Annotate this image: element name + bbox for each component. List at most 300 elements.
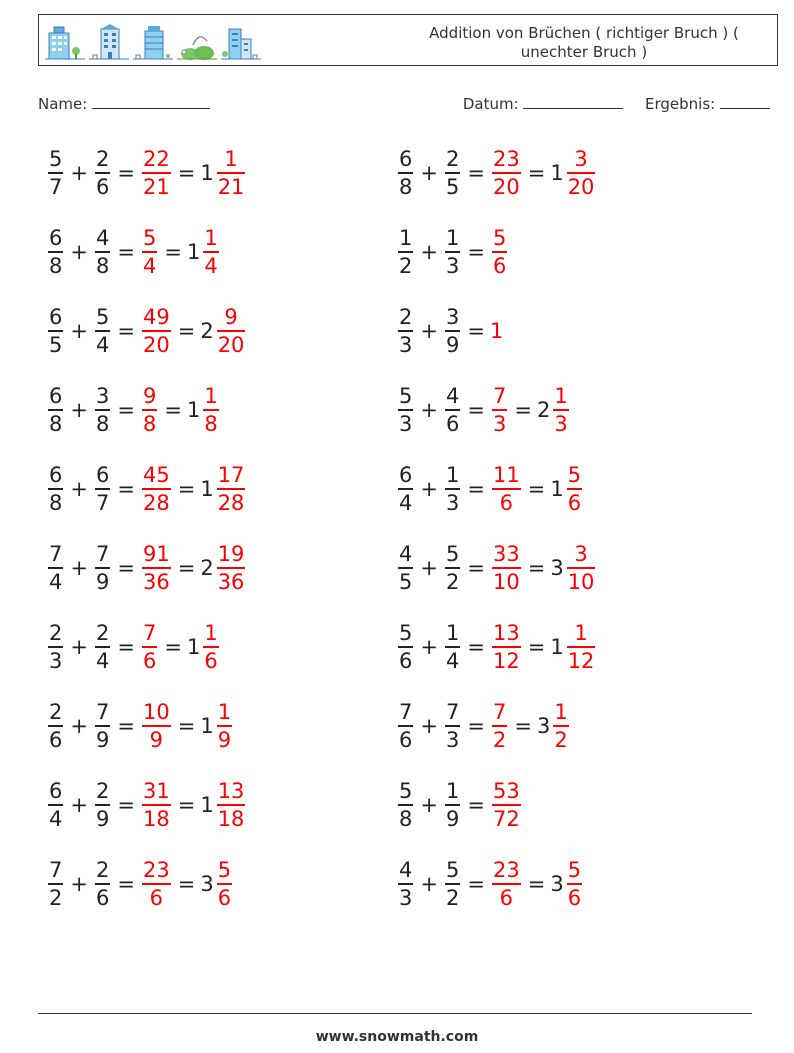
denominator: 72 bbox=[492, 807, 520, 831]
numerator: 1 bbox=[445, 621, 460, 645]
numerator: 1 bbox=[204, 226, 218, 250]
equals-sign: = bbox=[117, 240, 135, 264]
result-fraction bbox=[142, 383, 157, 437]
denominator: 8 bbox=[95, 412, 110, 436]
addend-fraction bbox=[95, 699, 110, 753]
equals-sign: = bbox=[177, 161, 196, 185]
problem-item bbox=[46, 696, 234, 756]
result-fraction bbox=[142, 304, 171, 358]
denominator: 8 bbox=[95, 254, 110, 278]
answer bbox=[140, 857, 173, 911]
denominator: 9 bbox=[445, 807, 460, 831]
result-fraction bbox=[492, 146, 521, 200]
addend-fraction bbox=[398, 304, 413, 358]
addend-fraction bbox=[398, 857, 413, 911]
numerator: 5 bbox=[399, 779, 413, 803]
denominator: 9 bbox=[149, 728, 164, 752]
numerator: 1 bbox=[445, 463, 460, 487]
numerator: 1 bbox=[554, 384, 568, 408]
date-line[interactable] bbox=[523, 94, 623, 109]
equals-sign: = bbox=[177, 714, 196, 738]
addend-fraction bbox=[48, 699, 63, 753]
numerator: 33 bbox=[492, 542, 520, 566]
logo-row bbox=[45, 21, 261, 61]
denominator: 4 bbox=[204, 254, 218, 278]
numerator: 1 bbox=[554, 700, 568, 724]
result-label: Ergebnis: bbox=[645, 95, 716, 113]
numerator: 6 bbox=[49, 463, 63, 487]
mixed-whole: 1 bbox=[200, 714, 214, 738]
numerator: 4 bbox=[445, 384, 460, 408]
mixed-fraction bbox=[217, 541, 246, 595]
mixed-whole: 1 bbox=[550, 161, 564, 185]
answer bbox=[140, 541, 173, 595]
answer bbox=[140, 304, 173, 358]
mixed-fraction bbox=[567, 541, 596, 595]
addend-fraction bbox=[48, 620, 63, 674]
name-field bbox=[38, 94, 210, 113]
denominator: 6 bbox=[217, 886, 232, 910]
denominator: 4 bbox=[49, 807, 63, 831]
denominator: 3 bbox=[554, 412, 568, 436]
result-fraction bbox=[142, 857, 171, 911]
addend-fraction bbox=[95, 620, 110, 674]
problem-item bbox=[46, 459, 247, 519]
header-box bbox=[38, 14, 778, 66]
denominator: 12 bbox=[492, 649, 520, 673]
result-fraction bbox=[492, 462, 521, 516]
problem-item bbox=[396, 143, 597, 203]
denominator: 3 bbox=[445, 491, 460, 515]
numerator: 2 bbox=[445, 147, 460, 171]
problem-item bbox=[396, 380, 571, 440]
mixed-fraction bbox=[217, 699, 232, 753]
result-fraction bbox=[492, 225, 507, 279]
addend-fraction bbox=[95, 541, 110, 595]
mixed-number bbox=[200, 146, 247, 200]
office-building-icon bbox=[89, 23, 129, 61]
plus-sign: + bbox=[420, 872, 438, 896]
numerator: 1 bbox=[224, 147, 238, 171]
denominator: 4 bbox=[95, 333, 110, 357]
problem-item bbox=[46, 143, 247, 203]
answer bbox=[490, 383, 509, 437]
plus-sign: + bbox=[420, 161, 438, 185]
plus-sign: + bbox=[420, 714, 438, 738]
result-fraction bbox=[492, 383, 507, 437]
denominator: 7 bbox=[49, 175, 63, 199]
numerator: 3 bbox=[445, 305, 460, 329]
addend-fraction bbox=[48, 225, 63, 279]
numerator: 2 bbox=[95, 779, 110, 803]
answer bbox=[490, 620, 523, 674]
mixed-fraction bbox=[217, 304, 246, 358]
mixed-number bbox=[200, 778, 247, 832]
mixed-whole: 2 bbox=[200, 319, 214, 343]
equals-sign: = bbox=[177, 319, 196, 343]
equals-sign: = bbox=[527, 635, 546, 659]
date-label: Datum: bbox=[462, 95, 519, 113]
result-line[interactable] bbox=[720, 94, 770, 109]
answer bbox=[490, 541, 523, 595]
plus-sign: + bbox=[420, 793, 438, 817]
denominator: 20 bbox=[142, 333, 170, 357]
equals-sign: = bbox=[164, 240, 182, 264]
numerator: 19 bbox=[217, 542, 245, 566]
numerator: 6 bbox=[399, 463, 413, 487]
mixed-whole: 1 bbox=[550, 635, 564, 659]
addend-fraction bbox=[48, 383, 63, 437]
numerator: 6 bbox=[49, 226, 63, 250]
denominator: 6 bbox=[204, 649, 218, 673]
result-fraction bbox=[142, 225, 157, 279]
mixed-whole: 3 bbox=[200, 872, 214, 896]
plus-sign: + bbox=[420, 477, 438, 501]
addend-fraction bbox=[445, 778, 460, 832]
addend-fraction bbox=[445, 541, 460, 595]
answer bbox=[140, 462, 173, 516]
equals-sign: = bbox=[467, 477, 485, 501]
footer-url: www.snowmath.com bbox=[315, 1029, 479, 1045]
numerator: 5 bbox=[217, 858, 232, 882]
numerator: 5 bbox=[445, 858, 460, 882]
numerator: 2 bbox=[399, 305, 413, 329]
denominator: 3 bbox=[399, 886, 413, 910]
date-result-fields bbox=[463, 94, 770, 113]
denominator: 2 bbox=[554, 728, 568, 752]
denominator: 28 bbox=[217, 491, 245, 515]
denominator: 3 bbox=[399, 412, 413, 436]
numerator: 3 bbox=[574, 542, 588, 566]
addend-fraction bbox=[398, 620, 413, 674]
result-fraction bbox=[142, 462, 171, 516]
numerator: 1 bbox=[445, 226, 460, 250]
problem-item bbox=[46, 380, 221, 440]
plus-sign: + bbox=[70, 635, 88, 659]
addend-fraction bbox=[445, 225, 460, 279]
addend-fraction bbox=[48, 304, 63, 358]
answer bbox=[490, 778, 523, 832]
city-icon bbox=[221, 23, 261, 61]
plus-sign: + bbox=[420, 240, 438, 264]
mixed-fraction bbox=[553, 383, 568, 437]
denominator: 8 bbox=[399, 807, 413, 831]
denominator: 3 bbox=[399, 333, 413, 357]
addend-fraction bbox=[398, 225, 413, 279]
denominator: 18 bbox=[142, 807, 170, 831]
mixed-whole: 1 bbox=[550, 477, 564, 501]
equals-sign: = bbox=[117, 793, 135, 817]
result-fraction bbox=[142, 699, 171, 753]
denominator: 6 bbox=[49, 728, 63, 752]
equals-sign: = bbox=[467, 556, 485, 580]
equals-sign: = bbox=[177, 556, 196, 580]
numerator: 5 bbox=[95, 305, 110, 329]
denominator: 8 bbox=[49, 412, 63, 436]
numerator: 7 bbox=[399, 700, 413, 724]
numerator: 1 bbox=[217, 700, 232, 724]
denominator: 2 bbox=[399, 254, 413, 278]
denominator: 6 bbox=[445, 412, 460, 436]
mixed-whole: 2 bbox=[536, 398, 551, 422]
numerator: 2 bbox=[95, 147, 110, 171]
addend-fraction bbox=[48, 541, 63, 595]
equals-sign: = bbox=[117, 398, 135, 422]
denominator: 28 bbox=[142, 491, 170, 515]
numerator: 7 bbox=[492, 384, 507, 408]
numerator: 4 bbox=[399, 542, 413, 566]
numerator: 4 bbox=[95, 226, 110, 250]
denominator: 6 bbox=[95, 175, 110, 199]
numerator: 13 bbox=[492, 621, 520, 645]
problem-item bbox=[396, 459, 584, 519]
mixed-fraction bbox=[567, 620, 596, 674]
denominator: 5 bbox=[49, 333, 63, 357]
numerator: 4 bbox=[399, 858, 413, 882]
addend-fraction bbox=[445, 462, 460, 516]
addend-fraction bbox=[398, 383, 413, 437]
addend-fraction bbox=[48, 778, 63, 832]
equals-sign: = bbox=[467, 398, 485, 422]
mixed-whole: 2 bbox=[200, 556, 214, 580]
addend-fraction bbox=[48, 146, 63, 200]
denominator: 6 bbox=[399, 728, 413, 752]
result-fraction bbox=[492, 699, 507, 753]
numerator: 2 bbox=[95, 621, 110, 645]
numerator: 11 bbox=[492, 463, 520, 487]
equals-sign: = bbox=[177, 872, 196, 896]
equals-sign: = bbox=[467, 240, 485, 264]
mixed-whole: 1 bbox=[186, 240, 201, 264]
numerator: 10 bbox=[142, 700, 170, 724]
addend-fraction bbox=[95, 462, 110, 516]
denominator: 10 bbox=[567, 570, 595, 594]
mixed-number bbox=[200, 541, 247, 595]
numerator: 7 bbox=[445, 700, 460, 724]
plus-sign: + bbox=[70, 161, 88, 185]
equals-sign: = bbox=[117, 319, 135, 343]
denominator: 8 bbox=[204, 412, 218, 436]
mixed-number bbox=[550, 857, 584, 911]
numerator: 1 bbox=[399, 226, 413, 250]
park-icon bbox=[177, 23, 217, 61]
numerator: 45 bbox=[142, 463, 170, 487]
mixed-fraction bbox=[203, 225, 218, 279]
denominator: 21 bbox=[142, 175, 170, 199]
denominator: 21 bbox=[217, 175, 245, 199]
denominator: 6 bbox=[567, 491, 582, 515]
denominator: 6 bbox=[492, 254, 507, 278]
result-whole: 1 bbox=[489, 319, 504, 343]
mixed-number bbox=[537, 383, 571, 437]
mixed-number bbox=[187, 383, 221, 437]
denominator: 9 bbox=[445, 333, 460, 357]
mixed-whole: 1 bbox=[200, 793, 214, 817]
denominator: 12 bbox=[567, 649, 595, 673]
equals-sign: = bbox=[117, 477, 135, 501]
answer bbox=[140, 146, 173, 200]
result-fraction bbox=[492, 778, 521, 832]
addend-fraction bbox=[445, 857, 460, 911]
denominator: 4 bbox=[399, 491, 413, 515]
mixed-number bbox=[200, 857, 234, 911]
numerator: 6 bbox=[49, 305, 63, 329]
denominator: 6 bbox=[142, 649, 157, 673]
problem-item bbox=[396, 617, 597, 677]
mixed-whole: 1 bbox=[200, 161, 214, 185]
mixed-fraction bbox=[217, 462, 246, 516]
result-fraction bbox=[142, 620, 157, 674]
denominator: 4 bbox=[445, 649, 460, 673]
mixed-number bbox=[550, 146, 597, 200]
denominator: 36 bbox=[217, 570, 245, 594]
result-fraction bbox=[142, 146, 171, 200]
addend-fraction bbox=[445, 146, 460, 200]
mixed-whole: 1 bbox=[200, 477, 214, 501]
result-fraction bbox=[492, 857, 521, 911]
answer bbox=[490, 225, 509, 279]
denominator: 3 bbox=[445, 254, 460, 278]
problem-item bbox=[46, 301, 247, 361]
answer bbox=[140, 620, 159, 674]
addend-fraction bbox=[95, 146, 110, 200]
equals-sign: = bbox=[467, 319, 485, 343]
mixed-number bbox=[550, 462, 584, 516]
answer bbox=[490, 699, 509, 753]
addend-fraction bbox=[445, 620, 460, 674]
denominator: 8 bbox=[49, 254, 63, 278]
addend-fraction bbox=[48, 462, 63, 516]
addend-fraction bbox=[95, 857, 110, 911]
plus-sign: + bbox=[420, 398, 438, 422]
result-fraction bbox=[492, 541, 521, 595]
numerator: 91 bbox=[142, 542, 170, 566]
numerator: 23 bbox=[142, 858, 170, 882]
problem-item bbox=[396, 222, 509, 282]
mixed-number bbox=[200, 699, 234, 753]
denominator: 6 bbox=[399, 649, 413, 673]
numerator: 49 bbox=[142, 305, 170, 329]
answer bbox=[490, 319, 504, 343]
denominator: 6 bbox=[499, 886, 514, 910]
problem-item bbox=[46, 222, 221, 282]
addend-fraction bbox=[445, 383, 460, 437]
denominator: 3 bbox=[49, 649, 63, 673]
plus-sign: + bbox=[70, 319, 88, 343]
mixed-number bbox=[550, 620, 597, 674]
addend-fraction bbox=[95, 225, 110, 279]
numerator: 6 bbox=[49, 384, 63, 408]
equals-sign: = bbox=[527, 872, 546, 896]
equals-sign: = bbox=[117, 556, 135, 580]
plus-sign: + bbox=[420, 556, 438, 580]
addend-fraction bbox=[445, 699, 460, 753]
mixed-fraction bbox=[217, 778, 246, 832]
equals-sign: = bbox=[527, 556, 546, 580]
result-fraction bbox=[142, 778, 171, 832]
addend-fraction bbox=[95, 778, 110, 832]
plus-sign: + bbox=[70, 398, 88, 422]
addend-fraction bbox=[398, 146, 413, 200]
problem-item bbox=[396, 854, 584, 914]
numerator: 1 bbox=[204, 621, 218, 645]
equals-sign: = bbox=[514, 714, 532, 738]
tower-icon bbox=[133, 23, 173, 61]
addend-fraction bbox=[95, 304, 110, 358]
denominator: 9 bbox=[95, 570, 110, 594]
denominator: 6 bbox=[567, 886, 582, 910]
equals-sign: = bbox=[527, 477, 546, 501]
mixed-fraction bbox=[567, 462, 582, 516]
numerator: 6 bbox=[95, 463, 110, 487]
mixed-fraction bbox=[203, 383, 218, 437]
denominator: 8 bbox=[399, 175, 413, 199]
mixed-whole: 3 bbox=[550, 872, 564, 896]
equals-sign: = bbox=[117, 161, 135, 185]
equals-sign: = bbox=[527, 161, 546, 185]
denominator: 20 bbox=[492, 175, 520, 199]
numerator: 5 bbox=[399, 621, 413, 645]
denominator: 10 bbox=[492, 570, 520, 594]
denominator: 4 bbox=[95, 649, 110, 673]
answer bbox=[140, 699, 173, 753]
equals-sign: = bbox=[467, 635, 485, 659]
denominator: 9 bbox=[95, 807, 110, 831]
numerator: 5 bbox=[49, 147, 63, 171]
worksheet-title: Addition von Brüchen ( richtiger Bruch ) ( unechter Bruch ) bbox=[429, 24, 739, 61]
mixed-whole: 1 bbox=[186, 635, 201, 659]
denominator: 6 bbox=[149, 886, 164, 910]
equals-sign: = bbox=[467, 793, 485, 817]
mixed-whole: 3 bbox=[550, 556, 564, 580]
equals-sign: = bbox=[164, 398, 182, 422]
equals-sign: = bbox=[467, 161, 485, 185]
name-line[interactable] bbox=[92, 94, 210, 109]
numerator: 31 bbox=[142, 779, 170, 803]
denominator: 8 bbox=[49, 491, 63, 515]
answer bbox=[490, 462, 523, 516]
denominator: 18 bbox=[217, 807, 245, 831]
equals-sign: = bbox=[117, 635, 135, 659]
mixed-number bbox=[200, 304, 247, 358]
denominator: 2 bbox=[445, 570, 460, 594]
numerator: 23 bbox=[492, 858, 520, 882]
mixed-number bbox=[537, 699, 571, 753]
plus-sign: + bbox=[70, 556, 88, 580]
plus-sign: + bbox=[70, 477, 88, 501]
plus-sign: + bbox=[70, 240, 88, 264]
equals-sign: = bbox=[164, 635, 182, 659]
denominator: 2 bbox=[49, 886, 63, 910]
answer bbox=[140, 225, 159, 279]
numerator: 6 bbox=[399, 147, 413, 171]
problem-item bbox=[396, 301, 504, 361]
denominator: 2 bbox=[445, 886, 460, 910]
denominator: 4 bbox=[142, 254, 157, 278]
addend-fraction bbox=[398, 541, 413, 595]
answer bbox=[490, 146, 523, 200]
mixed-fraction bbox=[203, 620, 218, 674]
numerator: 5 bbox=[567, 858, 582, 882]
numerator: 1 bbox=[204, 384, 218, 408]
problem-item bbox=[46, 538, 247, 598]
denominator: 6 bbox=[95, 886, 110, 910]
equals-sign: = bbox=[117, 872, 135, 896]
mixed-whole: 3 bbox=[536, 714, 551, 738]
denominator: 9 bbox=[217, 728, 232, 752]
equals-sign: = bbox=[177, 793, 196, 817]
numerator: 1 bbox=[445, 779, 460, 803]
